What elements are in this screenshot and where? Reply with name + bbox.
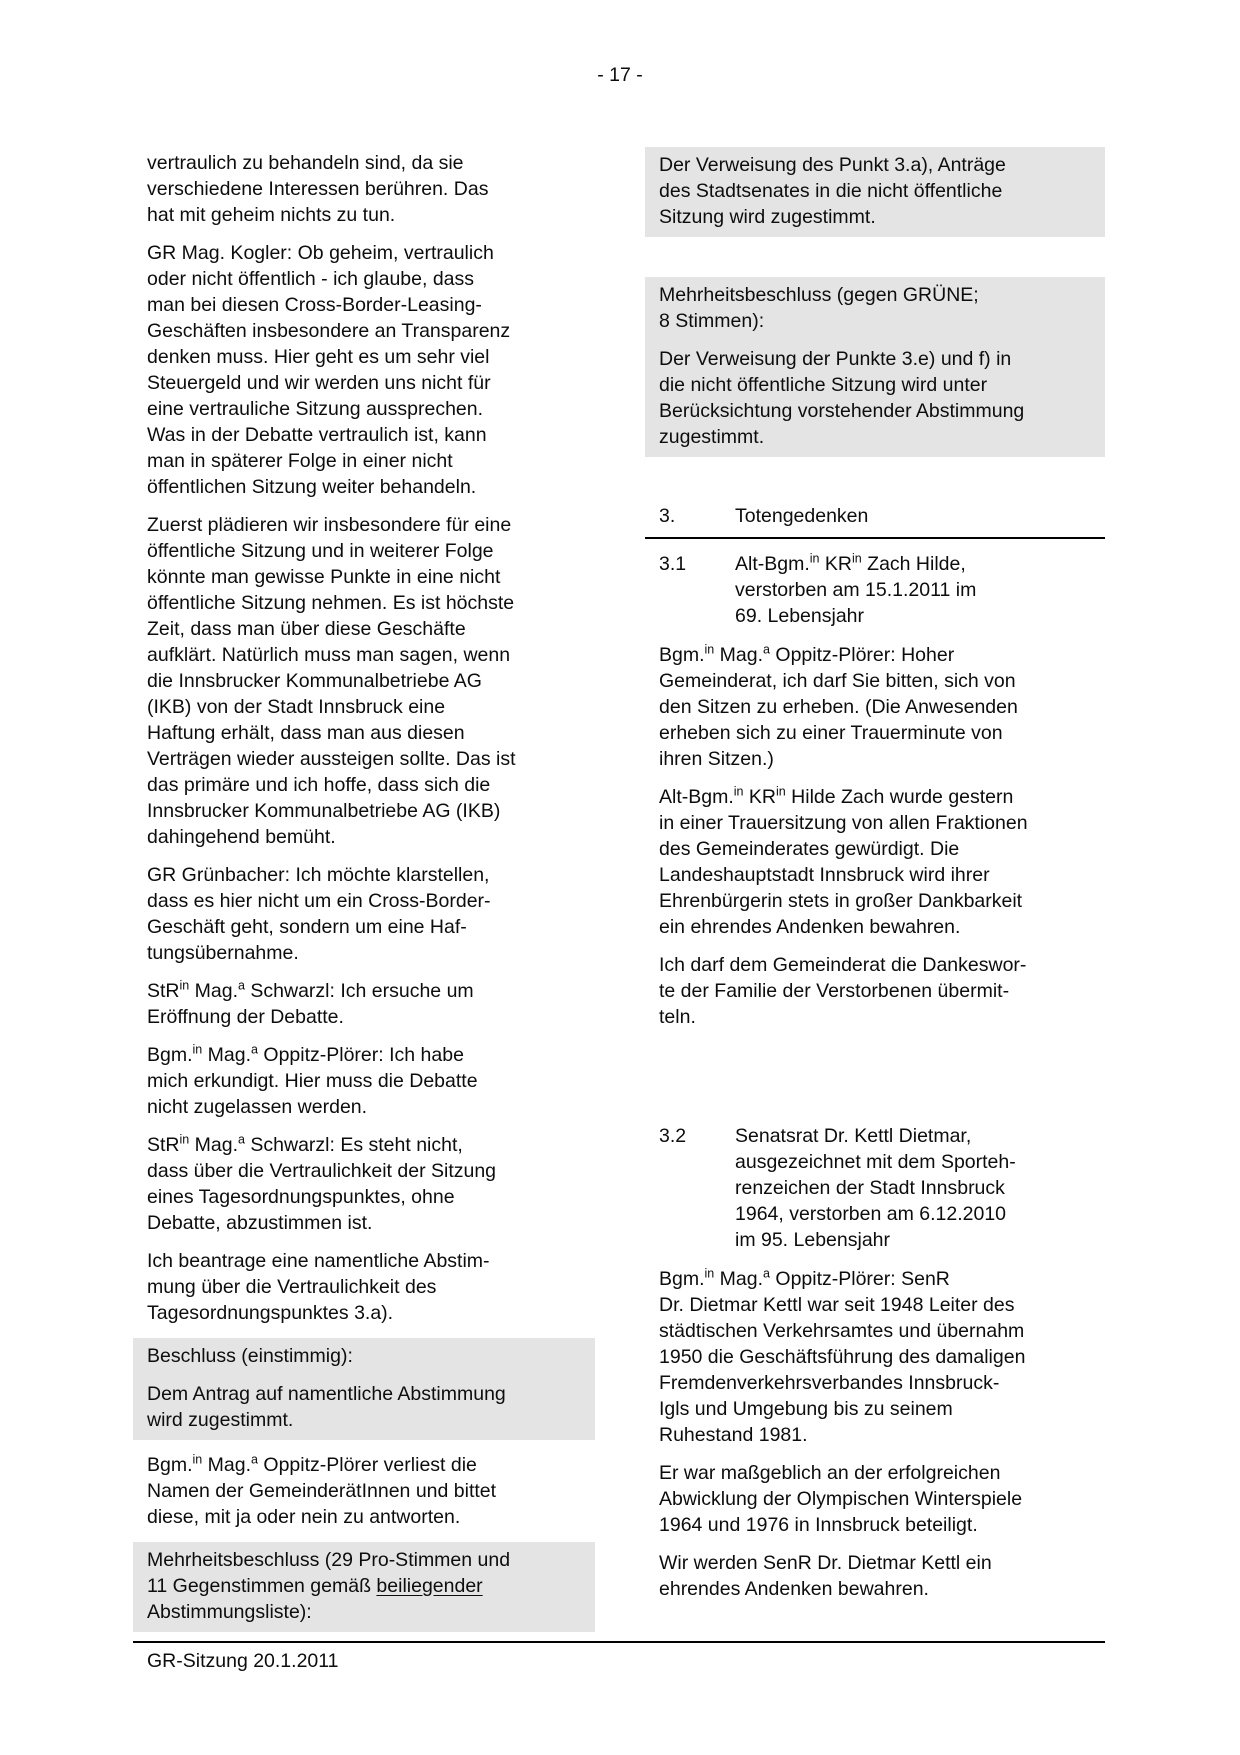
- section-number: 3.: [659, 505, 676, 527]
- memorial-kettl-closing-paragraph: Wir werden SenR Dr. Dietmar Kettl ein ehrendes Andenken bewahren.: [659, 1552, 992, 1600]
- item-text: Alt-Bgm.$^{in}$ $KR^{in}$ Zach Hilde, verstorben am 15.1.2011 im 69. Lebensjahr: [735, 551, 977, 627]
- section-title: Totengedenken: [735, 505, 869, 527]
- footer-text: GR-Sitzung 20.1.2011: [147, 1650, 339, 1672]
- item-number: 3.2: [659, 1125, 687, 1147]
- decision-box-majority-vote: [133, 1542, 595, 1632]
- thanks-family-paragraph: Ich darf dem Gemeinderat die Dankeswor- te der Familie der Verstorbenen übermit- teln.: [659, 954, 1027, 1028]
- memorial-zach-paragraph: Alt-Bgm.$^{in}$ $KR^{in}$ Hilde Zach wurde gestern in einer Trauersitzung von allen Fraktionen des Gemeinderates gewürdigt. Die Landeshauptstadt Innsbruck wird ihrer Ehrenbürgerin stets in großer Dankbarkeit ein ehrendes Andenken bewahren.: [659, 784, 1028, 938]
- decision-title: Beschluss (einstimmig):: [147, 1345, 353, 1367]
- right-column: [645, 147, 1105, 1614]
- paragraph-intro: vertraulich zu behandeln sind, da sie verschiedene Interessen berühren. Das hat mit geheim nichts zu tun.: [147, 152, 489, 226]
- speech-kogler-continued: Zuerst plädieren wir insbesondere für eine öffentliche Sitzung und in weiterer Folge könnte man gewisse Punkte in eine nicht öffentliche Sitzung nehmen. Es ist höchste Zeit, dass man über diese Geschäfte aufklärt. Natürlich muss man sagen, wenn die Innsbrucker Kommunalbetriebe AG (IKB) von der Stadt Innsbruck eine Haftung erhält, dass man aus diesen Verträgen wieder aussteigen sollte. Das ist das primäre und ich hoffe, dass sich die Innsbrucker Kommunalbetriebe AG (IKB) dahingehend bemüht.: [147, 514, 516, 848]
- decision-title: Mehrheitsbeschluss (29 Pro-Stimmen und 11 Gegenstimmen gemäß beiliegender Abstimmungsliste):: [147, 1549, 511, 1623]
- agenda-item-3-1: [645, 551, 1105, 629]
- item-number: 3.1: [659, 553, 687, 575]
- decision-body: Der Verweisung des Punkt 3.a), Anträge des Stadtsenates in die nicht öffentliche Sitzung wird zugestimmt.: [659, 154, 1006, 228]
- page-number: - 17 -: [597, 64, 643, 86]
- decision-box-majority-gruene: [645, 277, 1105, 457]
- decision-box-unanimous: [133, 1338, 595, 1440]
- speech-schwarzl-2: StR$^{in}$ Mag.$^a$ Schwarzl: Es steht nicht, dass über die Vertraulichkeit der Sitzung eines Tagesordnungspunktes, ohne Debatte, abzustimmen ist.: [147, 1132, 497, 1234]
- speech-kogler: GR Mag. Kogler: Ob geheim, vertraulich oder nicht öffentlich - ich glaube, dass man bei diesen Cross-Border-Leasing- Geschäften insbesondere an Transparenz denken muss. Hier geht es um sehr viel Steuergeld und wir werden uns nicht für eine vertrauliche Sitzung aussprechen. Was in der Debatte vertraulich ist, kann man in späterer Folge in einer nicht öffentlichen Sitzung weiter behandeln.: [147, 242, 511, 498]
- speech-oppitz-ploerer-memorial-2: Bgm.$^{in}$ Mag.$^a$ Oppitz-Plörer: SenR Dr. Dietmar Kettl war seit 1948 Leiter des städtischen Verkehrsamtes und übernahm 1950 die Geschäftsführung des damaligen Fremdenverkehrsverbandes Innsbruck- Igls und Umgebung bis zu seinem Ruhestand 1981.: [659, 1266, 1026, 1446]
- speech-oppitz-ploerer-2: Bgm.$^{in}$ Mag.$^a$ Oppitz-Plörer verliest die Namen der GemeinderätInnen und bittet diese, mit ja oder nein zu antworten.: [147, 1452, 497, 1528]
- memorial-kettl-olympics-paragraph: Er war maßgeblich an der erfolgreichen Abwicklung der Olympischen Winterspiele 1964 und 1976 in Innsbruck beteiligt.: [659, 1462, 1023, 1536]
- agenda-item-3-2: [645, 1123, 1105, 1253]
- speech-gruenbacher: GR Grünbacher: Ich möchte klarstellen, dass es hier nicht um ein Cross-Border- Geschäft geht, sondern um eine Haf- tungsübernahme.: [147, 864, 491, 964]
- decision-body: Der Verweisung der Punkte 3.e) und f) in die nicht öffentliche Sitzung wird unter Berücksichtung vorstehender Abstimmung zugestimmt.: [659, 348, 1025, 448]
- decision-title: Mehrheitsbeschluss (gegen GRÜNE; 8 Stimmen):: [659, 284, 979, 332]
- footer-divider: [133, 1641, 1105, 1643]
- speech-oppitz-ploerer-memorial-1: Bgm.$^{in}$ Mag.$^a$ Oppitz-Plörer: Hoher Gemeinderat, ich darf Sie bitten, sich von den Sitzen zu erheben. (Die Anwesenden erheben sich zu einer Trauerminute von ihren Sitzen.): [659, 642, 1018, 770]
- decision-body: Dem Antrag auf namentliche Abstimmung wird zugestimmt.: [147, 1383, 506, 1431]
- decision-box-referral-3a: [645, 147, 1105, 237]
- item-text: Senatsrat Dr. Kettl Dietmar, ausgezeichnet mit dem Sporteh- renzeichen der Stadt Innsbruck 1964, verstorben am 6.12.2010 im 95. Lebensjahr: [735, 1125, 1016, 1251]
- section-heading-totengedenken: [645, 503, 1105, 539]
- left-column: [133, 150, 595, 1644]
- speech-oppitz-ploerer-1: Bgm.$^{in}$ Mag.$^a$ Oppitz-Plörer: Ich habe mich erkundigt. Hier muss die Debatte nicht zugelassen werden.: [147, 1042, 478, 1118]
- speech-schwarzl-1: StR$^{in}$ Mag.$^a$ Schwarzl: Ich ersuche um Eröffnung der Debatte.: [147, 978, 474, 1028]
- motion-paragraph: Ich beantrage eine namentliche Abstim- mung über die Vertraulichkeit des Tagesordnungspunktes 3.a).: [147, 1250, 490, 1324]
